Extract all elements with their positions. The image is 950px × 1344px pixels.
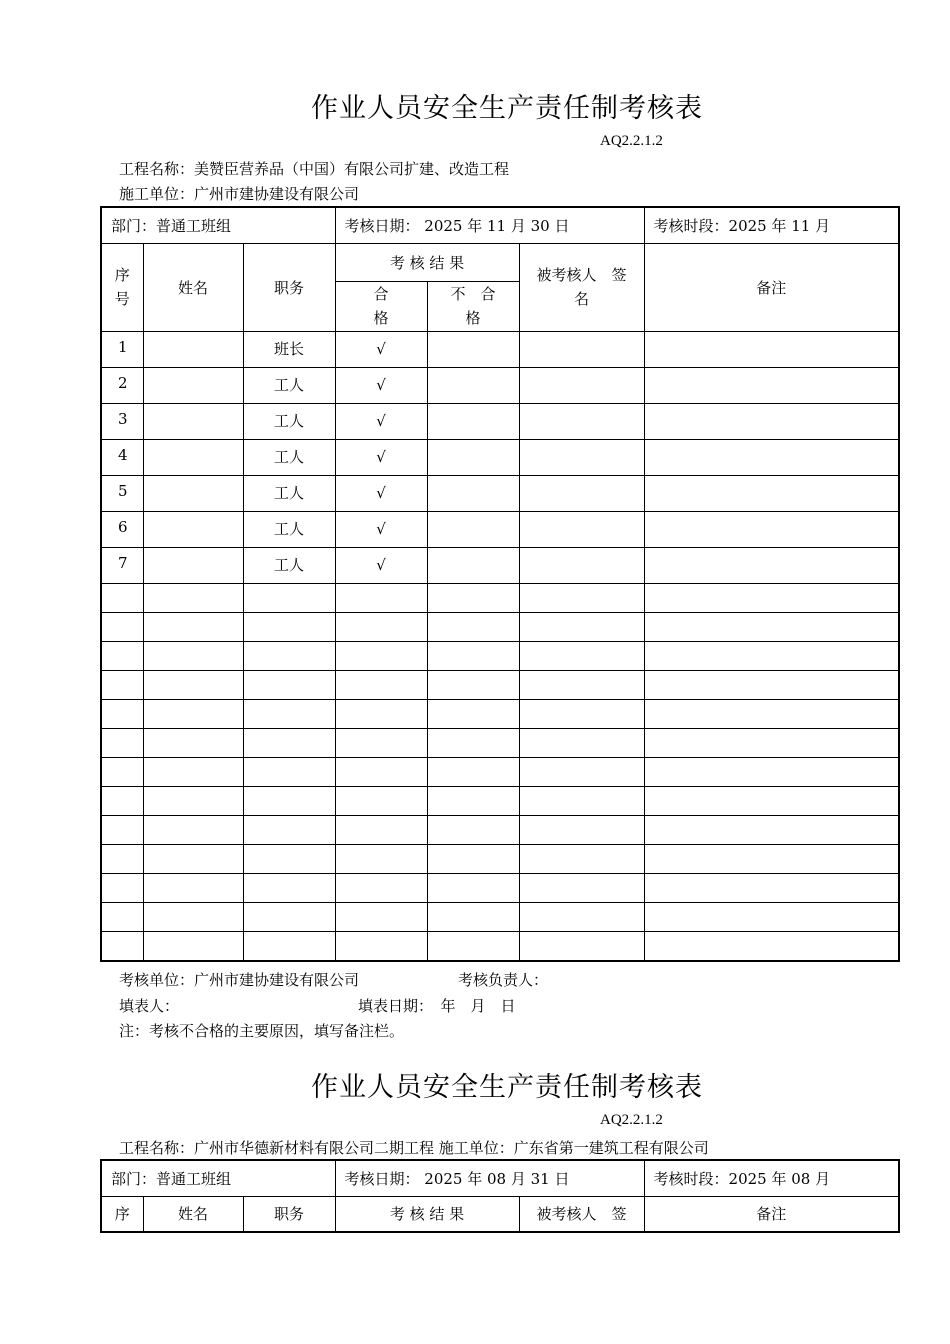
table-row xyxy=(101,547,899,583)
form1-contractor: 施工单位：广州市建协建设有限公司 xyxy=(119,185,360,203)
empty-cell xyxy=(427,902,519,931)
empty-cell xyxy=(243,612,335,641)
form2-col-sign-header: 被考核人 签 xyxy=(519,1196,644,1232)
empty-cell xyxy=(335,757,427,786)
empty-cell xyxy=(335,931,427,961)
cell-sign xyxy=(519,475,644,511)
empty-cell xyxy=(243,815,335,844)
cell-fail xyxy=(427,403,519,439)
empty-cell xyxy=(101,931,143,961)
cell-seq: 7 xyxy=(101,547,143,583)
table-row-empty xyxy=(101,815,899,844)
form2-dept: 部门：普通工班组 xyxy=(101,1160,335,1196)
cell-name xyxy=(143,475,243,511)
empty-cell xyxy=(101,641,143,670)
table-row-empty xyxy=(101,583,899,612)
empty-cell xyxy=(101,670,143,699)
cell-position: 班长 xyxy=(243,331,335,367)
empty-cell xyxy=(644,873,899,902)
form2-date: 考核日期： 2025 年 08 月 31 日 xyxy=(335,1160,644,1196)
form1-footer-filler: 填表人： xyxy=(119,997,180,1015)
cell-position: 工人 xyxy=(243,547,335,583)
cell-sign xyxy=(519,367,644,403)
table-row xyxy=(101,475,899,511)
empty-cell xyxy=(335,583,427,612)
empty-cell xyxy=(335,699,427,728)
table-row-empty xyxy=(101,641,899,670)
form1-date: 考核日期： 2025 年 11 月 30 日 xyxy=(335,207,644,243)
empty-cell xyxy=(335,815,427,844)
form1-title: 作业人员安全生产责任制考核表 xyxy=(311,93,703,124)
cell-pass: √ xyxy=(335,331,427,367)
empty-cell xyxy=(519,844,644,873)
table-row-empty xyxy=(101,728,899,757)
empty-cell xyxy=(243,844,335,873)
col-fail-header: 不 合 格 xyxy=(427,281,519,331)
empty-cell xyxy=(644,612,899,641)
empty-cell xyxy=(519,641,644,670)
table-row-empty xyxy=(101,612,899,641)
form2-col-name-header: 姓名 xyxy=(143,1196,243,1232)
cell-sign xyxy=(519,403,644,439)
empty-cell xyxy=(519,583,644,612)
empty-cell xyxy=(427,815,519,844)
empty-cell xyxy=(335,641,427,670)
cell-sign xyxy=(519,511,644,547)
form1-footer-note: 注：考核不合格的主要原因，填写备注栏。 xyxy=(119,1022,405,1040)
col-sign-header: 被考核人 签 名 xyxy=(519,243,644,331)
cell-seq: 2 xyxy=(101,367,143,403)
form1-footer-fill-date: 填表日期： 年 月 日 xyxy=(358,997,516,1015)
empty-cell xyxy=(335,786,427,815)
cell-position: 工人 xyxy=(243,367,335,403)
empty-cell xyxy=(427,844,519,873)
empty-cell xyxy=(101,583,143,612)
empty-cell xyxy=(335,873,427,902)
empty-cell xyxy=(427,786,519,815)
empty-cell xyxy=(519,902,644,931)
empty-cell xyxy=(644,583,899,612)
empty-cell xyxy=(243,583,335,612)
cell-seq: 5 xyxy=(101,475,143,511)
empty-cell xyxy=(243,670,335,699)
cell-fail xyxy=(427,511,519,547)
cell-fail xyxy=(427,475,519,511)
empty-cell xyxy=(519,931,644,961)
table-row-empty xyxy=(101,699,899,728)
cell-sign xyxy=(519,439,644,475)
empty-cell xyxy=(644,786,899,815)
empty-cell xyxy=(243,641,335,670)
form2-col-remark-header: 备注 xyxy=(644,1196,899,1232)
cell-name xyxy=(143,367,243,403)
cell-fail xyxy=(427,367,519,403)
empty-cell xyxy=(143,873,243,902)
form1-footer-responsible: 考核负责人： xyxy=(458,971,549,989)
empty-cell xyxy=(644,728,899,757)
form2-code: AQ2.2.1.2 xyxy=(600,1112,663,1128)
form1-project-name: 工程名称：美赞臣营养品（中国）有限公司扩建、改造工程 xyxy=(119,160,510,178)
col-remark-header: 备注 xyxy=(644,243,899,331)
cell-remark xyxy=(644,511,899,547)
empty-cell xyxy=(335,728,427,757)
empty-cell xyxy=(243,873,335,902)
cell-position: 工人 xyxy=(243,475,335,511)
form2-col-seq-header: 序 xyxy=(101,1196,143,1232)
empty-cell xyxy=(335,844,427,873)
empty-cell xyxy=(519,815,644,844)
empty-cell xyxy=(427,641,519,670)
empty-cell xyxy=(243,757,335,786)
cell-remark xyxy=(644,403,899,439)
cell-name xyxy=(143,403,243,439)
empty-cell xyxy=(143,757,243,786)
empty-cell xyxy=(427,583,519,612)
empty-cell xyxy=(101,728,143,757)
empty-cell xyxy=(519,873,644,902)
table-row-empty xyxy=(101,786,899,815)
form1-dept: 部门：普通工班组 xyxy=(101,207,335,243)
empty-cell xyxy=(243,931,335,961)
empty-cell xyxy=(427,670,519,699)
empty-cell xyxy=(644,641,899,670)
empty-cell xyxy=(644,931,899,961)
table-row xyxy=(101,403,899,439)
table-row-empty xyxy=(101,902,899,931)
form2-period: 考核时段：2025 年 08 月 xyxy=(644,1160,899,1196)
empty-cell xyxy=(243,699,335,728)
form2-project-line: 工程名称：广州市华德新材料有限公司二期工程 施工单位：广东省第一建筑工程有限公司 xyxy=(119,1139,709,1157)
empty-cell xyxy=(644,670,899,699)
empty-cell xyxy=(519,612,644,641)
empty-cell xyxy=(519,670,644,699)
empty-cell xyxy=(143,612,243,641)
empty-cell xyxy=(519,757,644,786)
form1-table xyxy=(100,206,900,962)
table-row-empty xyxy=(101,931,899,961)
form2-table xyxy=(100,1159,900,1233)
empty-cell xyxy=(243,902,335,931)
empty-cell xyxy=(143,815,243,844)
empty-cell xyxy=(335,612,427,641)
col-position-header: 职务 xyxy=(243,243,335,331)
table-row xyxy=(101,439,899,475)
table-row xyxy=(101,511,899,547)
cell-pass: √ xyxy=(335,547,427,583)
cell-remark xyxy=(644,547,899,583)
empty-cell xyxy=(335,902,427,931)
table-row-empty xyxy=(101,757,899,786)
table-row xyxy=(101,367,899,403)
form1-period: 考核时段：2025 年 11 月 xyxy=(644,207,899,243)
empty-cell xyxy=(644,902,899,931)
cell-seq: 3 xyxy=(101,403,143,439)
cell-position: 工人 xyxy=(243,511,335,547)
empty-cell xyxy=(101,699,143,728)
empty-cell xyxy=(335,670,427,699)
empty-cell xyxy=(427,728,519,757)
col-pass-header: 合 格 xyxy=(335,281,427,331)
empty-cell xyxy=(101,902,143,931)
table-row xyxy=(101,331,899,367)
form2-col-result-header: 考 核 结 果 xyxy=(335,1196,519,1232)
table-row-empty xyxy=(101,670,899,699)
cell-name xyxy=(143,547,243,583)
cell-seq: 6 xyxy=(101,511,143,547)
cell-name xyxy=(143,439,243,475)
cell-pass: √ xyxy=(335,403,427,439)
empty-cell xyxy=(519,728,644,757)
col-seq-header: 序 号 xyxy=(101,243,143,331)
cell-seq: 4 xyxy=(101,439,143,475)
cell-position: 工人 xyxy=(243,403,335,439)
col-result-header: 考 核 结 果 xyxy=(335,243,519,281)
cell-remark xyxy=(644,439,899,475)
empty-cell xyxy=(101,612,143,641)
cell-pass: √ xyxy=(335,475,427,511)
empty-cell xyxy=(143,931,243,961)
cell-pass: √ xyxy=(335,439,427,475)
empty-cell xyxy=(427,931,519,961)
empty-cell xyxy=(427,873,519,902)
empty-cell xyxy=(143,728,243,757)
cell-pass: √ xyxy=(335,511,427,547)
empty-cell xyxy=(143,670,243,699)
cell-fail xyxy=(427,547,519,583)
col-name-header: 姓名 xyxy=(143,243,243,331)
empty-cell xyxy=(644,815,899,844)
empty-cell xyxy=(143,786,243,815)
empty-cell xyxy=(644,699,899,728)
cell-fail xyxy=(427,439,519,475)
cell-remark xyxy=(644,475,899,511)
empty-cell xyxy=(519,786,644,815)
empty-cell xyxy=(143,699,243,728)
form1-footer-unit: 考核单位：广州市建协建设有限公司 xyxy=(119,971,360,989)
cell-name xyxy=(143,331,243,367)
empty-cell xyxy=(427,699,519,728)
cell-sign xyxy=(519,331,644,367)
cell-seq: 1 xyxy=(101,331,143,367)
empty-cell xyxy=(143,583,243,612)
cell-pass: √ xyxy=(335,367,427,403)
empty-cell xyxy=(101,815,143,844)
table-row-empty xyxy=(101,844,899,873)
form2-col-position-header: 职务 xyxy=(243,1196,335,1232)
form2-title: 作业人员安全生产责任制考核表 xyxy=(311,1072,703,1103)
form1-header-row xyxy=(101,207,899,243)
empty-cell xyxy=(644,844,899,873)
cell-remark xyxy=(644,331,899,367)
empty-cell xyxy=(427,757,519,786)
empty-cell xyxy=(243,728,335,757)
cell-fail xyxy=(427,331,519,367)
form1-code: AQ2.2.1.2 xyxy=(600,133,663,149)
cell-remark xyxy=(644,367,899,403)
cell-position: 工人 xyxy=(243,439,335,475)
empty-cell xyxy=(644,757,899,786)
empty-cell xyxy=(143,844,243,873)
table-row-empty xyxy=(101,873,899,902)
empty-cell xyxy=(101,873,143,902)
empty-cell xyxy=(101,757,143,786)
empty-cell xyxy=(101,844,143,873)
empty-cell xyxy=(243,786,335,815)
empty-cell xyxy=(143,641,243,670)
empty-cell xyxy=(143,902,243,931)
cell-name xyxy=(143,511,243,547)
cell-sign xyxy=(519,547,644,583)
empty-cell xyxy=(101,786,143,815)
empty-cell xyxy=(427,612,519,641)
empty-cell xyxy=(519,699,644,728)
